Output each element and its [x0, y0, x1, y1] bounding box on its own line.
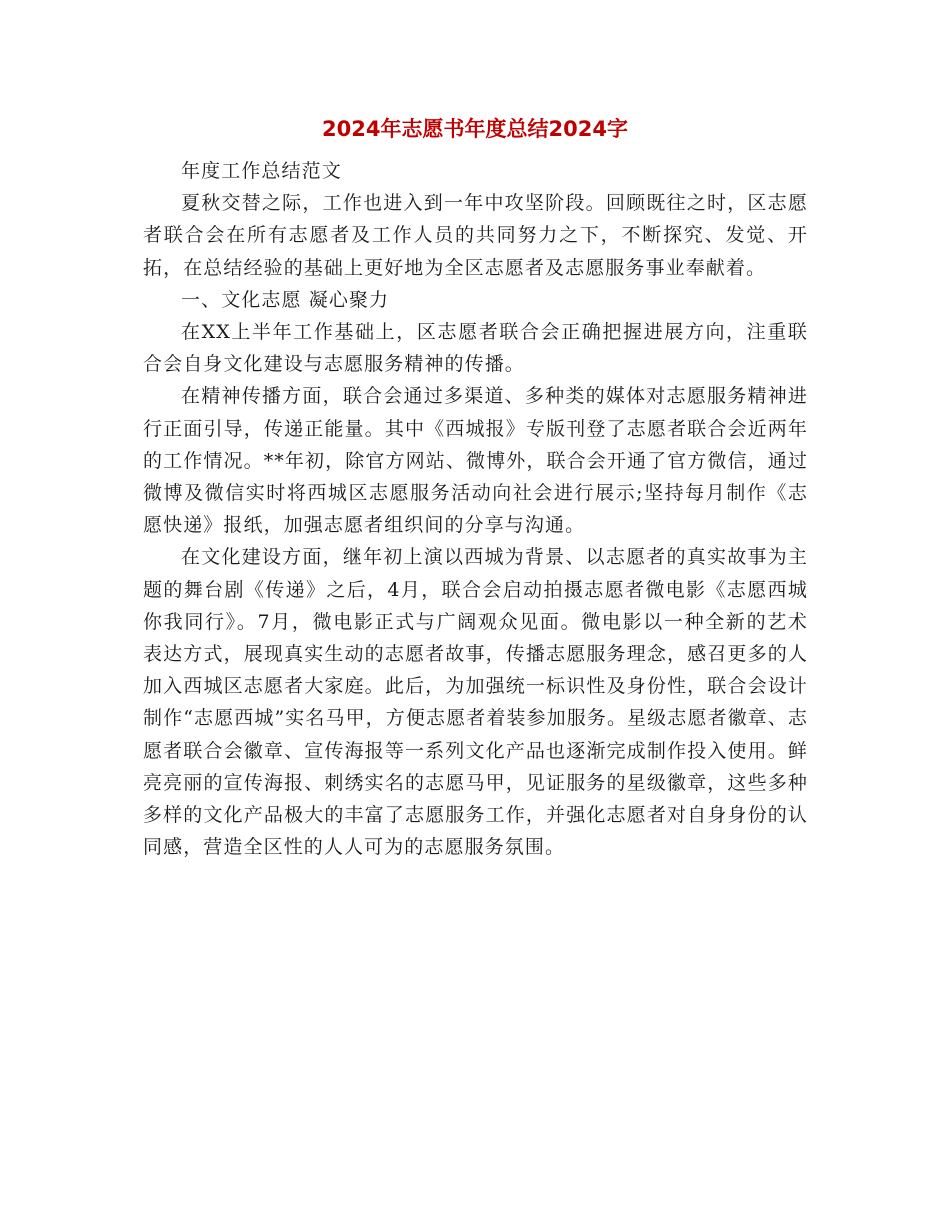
document-body — [143, 155, 808, 863]
section-heading: 一、文化志愿 凝心聚力 — [181, 288, 390, 311]
paragraph: 在精神传播方面，联合会通过多渠道、多种类的媒体对志愿服务精神进行正面引导，传递正能量。其中《西城报》专版刊登了志愿者联合会近两年的工作情况。**年初，除官方网站、微博外，联合会开通了官方微信，通过微博及微信实时将西城区志愿服务活动向社会进行展示;坚持每月制作《志愿快递》报纸，加强志愿者组织间的分享与沟通。 — [143, 385, 808, 537]
document-title: 2024年志愿书年度总结2024字 — [322, 117, 628, 141]
paragraph-subtitle: 年度工作总结范文 — [181, 160, 342, 182]
paragraph-intro: 夏秋交替之际，工作也进入到一年中攻坚阶段。回顾既往之时，区志愿者联合会在所有志愿者及工作人员的共同努力之下，不断探究、发觉、开拓，在总结经验的基础上更好地为全区志愿者及志愿服务事业奉献着。 — [143, 192, 808, 279]
paragraph: 在XX上半年工作基础上，区志愿者联合会正确把握进展方向，注重联合会自身文化建设与志愿服务精神的传播。 — [143, 321, 808, 376]
paragraph: 在文化建设方面，继年初上演以西城为背景、以志愿者的真实故事为主题的舞台剧《传递》之后，4月，联合会启动拍摄志愿者微电影《志愿西城 你我同行》。7月，微电影正式与广阔观众见面。微电影以一种全新的艺术表达方式，展现真实生动的志愿者故事，传播志愿服务理念，感召更多的人加入西城区志愿者大家庭。此后，为加强统一标识性及身份性，联合会设计制作“志愿西城”实名马甲，方便志愿者着装参加服务。星级志愿者徽章、志愿者联合会徽章、宣传海报等一系列文化产品也逐渐完成制作投入使用。鲜亮亮丽的宣传海报、刺绣实名的志愿马甲，见证服务的星级徽章，这些多种多样的文化产品极大的丰富了志愿服务工作，并强化志愿者对自身身份的认同感，营造全区性的人人可为的志愿服务氛围。 — [143, 546, 808, 859]
